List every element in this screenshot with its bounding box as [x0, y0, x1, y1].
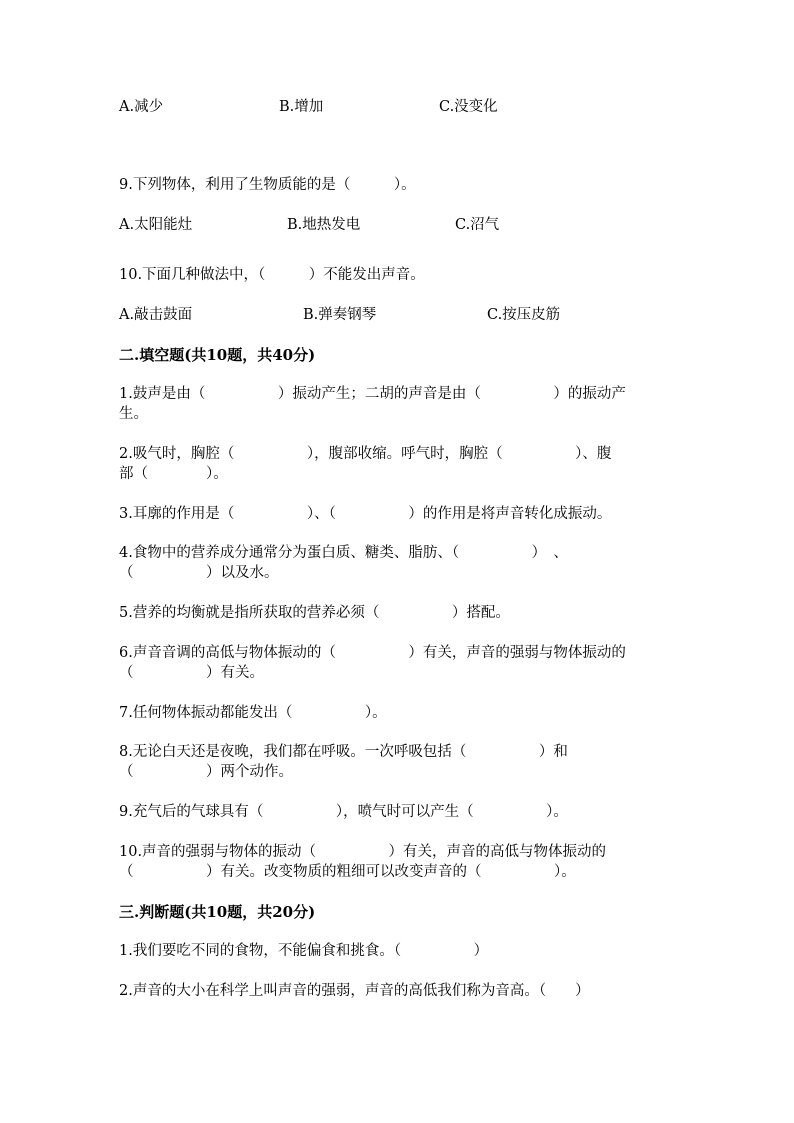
q8-option-a: A.减少 — [119, 99, 164, 115]
fill-question-8-line2: （ ）两个动作。 — [119, 764, 293, 780]
q10-option-b: B.弹奏钢琴 — [303, 307, 377, 323]
q8-option-b: B.增加 — [279, 99, 324, 115]
q10-stem: 10.下面几种做法中，（ ）不能发出声音。 — [119, 267, 425, 283]
q10-option-c: C.按压皮筋 — [487, 307, 561, 323]
fill-question-10-line2: （ ）有关。改变物质的粗细可以改变声音的（ ）。 — [119, 864, 576, 880]
fill-question-1-line1: 1.鼓声是由（ ）振动产生；二胡的声音是由（ ）的振动产 — [119, 386, 626, 402]
fill-question-7: 7.任何物体振动都能发出（ ）。 — [119, 705, 387, 721]
judge-question-2: 2.声音的大小在科学上叫声音的强弱，声音的高低我们称为音高。（ ） — [119, 983, 590, 999]
q10-option-a: A.敲击鼓面 — [119, 307, 193, 323]
fill-question-2-line2: 部（ ）。 — [119, 466, 228, 482]
fill-question-1-line2: 生。 — [119, 406, 148, 422]
q9-option-a: A.太阳能灶 — [119, 217, 193, 233]
fill-question-10-line1: 10.声音的强弱与物体的振动（ ）有关，声音的高低与物体振动的 — [119, 844, 607, 860]
q9-option-c: C.沼气 — [455, 217, 500, 233]
q8-option-c: C.没变化 — [439, 99, 498, 115]
q9-option-b: B.地热发电 — [287, 217, 361, 233]
fill-question-2-line1: 2.吸气时，胸腔（ ），腹部收缩。呼气时，胸腔（ ）、腹 — [119, 446, 612, 462]
section3-title: 三.判断题(共10题，共20分) — [119, 903, 316, 921]
fill-question-3: 3.耳廓的作用是（ ）、（ ）的作用是将声音转化成振动。 — [119, 506, 612, 522]
fill-question-4-line1: 4.食物中的营养成分通常分为蛋白质、糖类、脂肪、（ ） 、 — [119, 545, 568, 561]
fill-question-5: 5.营养的均衡就是指所获取的营养必须（ ）搭配。 — [119, 605, 510, 621]
q9-stem: 9.下列物体，利用了生物质能的是（ ）。 — [119, 177, 416, 193]
section2-title: 二.填空题(共10题，共40分) — [119, 346, 316, 364]
fill-question-6-line1: 6.声音音调的高低与物体振动的（ ）有关，声音的强弱与物体振动的 — [119, 645, 626, 661]
judge-question-1: 1.我们要吃不同的食物，不能偏食和挑食。（ ） — [119, 943, 489, 959]
fill-question-8-line1: 8.无论白天还是夜晚，我们都在呼吸。一次呼吸包括（ ）和 — [119, 744, 568, 760]
fill-question-4-line2: （ ）以及水。 — [119, 565, 279, 581]
fill-question-6-line2: （ ）有关。 — [119, 665, 264, 681]
fill-question-9: 9.充气后的气球具有（ ），喷气时可以产生（ ）。 — [119, 804, 568, 820]
